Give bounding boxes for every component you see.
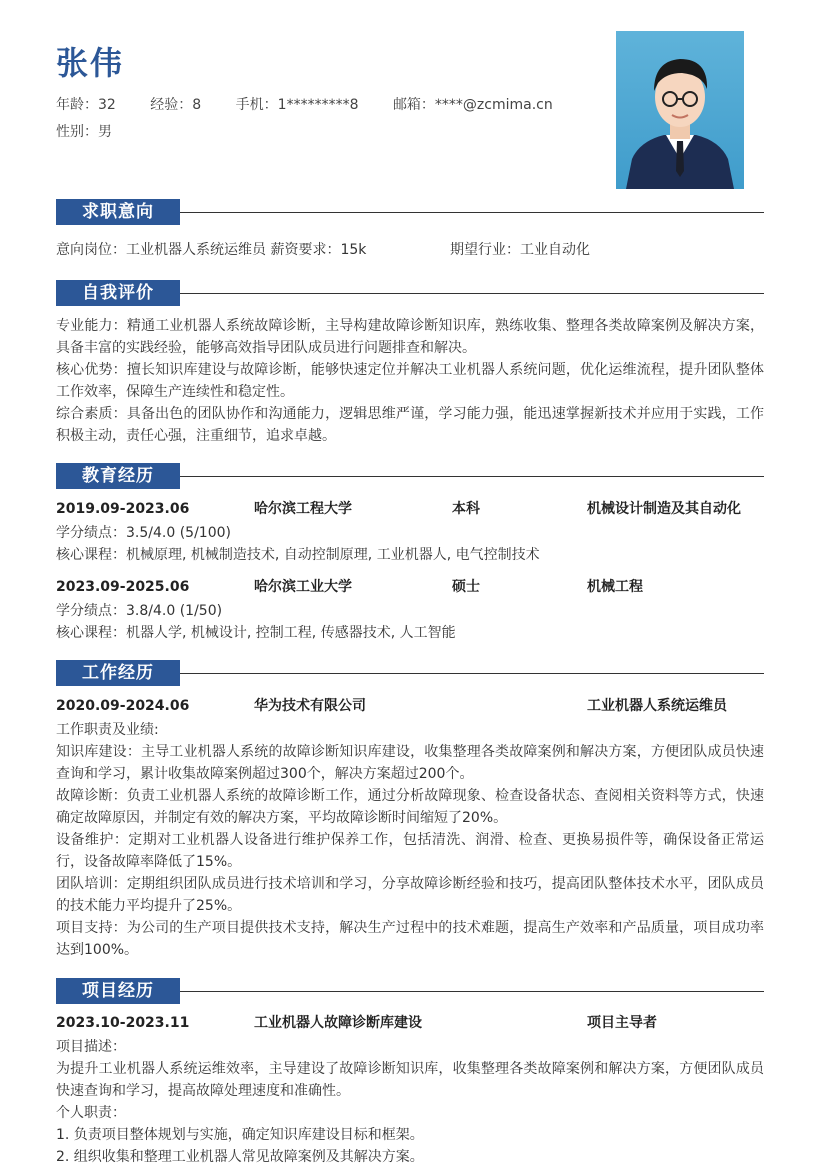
education-period: 2023.09-2025.06 bbox=[56, 579, 190, 595]
work-line: 工作职责及业绩: bbox=[56, 722, 159, 738]
section-intent bbox=[56, 199, 764, 225]
section-title: 教育经历 bbox=[56, 463, 180, 489]
project-role: 项目主导者 bbox=[587, 1015, 657, 1031]
education-row bbox=[56, 498, 764, 520]
education-details bbox=[56, 600, 764, 644]
phone-field: 手机：1*********8 bbox=[235, 97, 359, 113]
gender-field: 性别：男 bbox=[56, 124, 112, 140]
section-project bbox=[56, 978, 764, 1004]
work-line: 知识库建设：主导工业机器人系统的故障诊断知识库建设，收集整理各类故障案例和解决方案，方便团队成员快速查询和学习，累计收集故障案例超过300个，解决方案超过200个。 bbox=[56, 744, 764, 782]
personal-info-row-2 bbox=[56, 121, 142, 141]
section-self-evaluation bbox=[56, 280, 764, 306]
work-company: 华为技术有限公司 bbox=[254, 698, 366, 714]
section-work bbox=[56, 660, 764, 686]
project-period: 2023.10-2023.11 bbox=[56, 1015, 190, 1031]
project-line: 1. 负责项目整体规划与实施，确定知识库建设目标和框架。 bbox=[56, 1127, 424, 1143]
section-title: 工作经历 bbox=[56, 660, 180, 686]
project-name: 工业机器人故障诊断库建设 bbox=[254, 1015, 422, 1031]
work-line: 团队培训：定期组织团队成员进行技术培训和学习，分享故障诊断经验和技巧，提高团队整体技术水平，团队成员的技术能力平均提升了25%。 bbox=[56, 876, 764, 914]
section-divider bbox=[180, 476, 764, 477]
education-row bbox=[56, 576, 764, 598]
section-title: 项目经历 bbox=[56, 978, 180, 1004]
education-details bbox=[56, 522, 764, 566]
project-details bbox=[56, 1036, 764, 1168]
education-period: 2019.09-2023.06 bbox=[56, 501, 190, 517]
section-divider bbox=[180, 212, 764, 213]
candidate-name: 张伟 bbox=[56, 44, 125, 82]
intent-block bbox=[56, 239, 764, 261]
section-divider bbox=[180, 293, 764, 294]
education-school: 哈尔滨工业大学 bbox=[254, 579, 352, 595]
work-details bbox=[56, 719, 764, 961]
work-title: 工业机器人系统运维员 bbox=[587, 698, 727, 714]
project-line: 2. 组织收集和整理工业机器人常见故障案例及其解决方案。 bbox=[56, 1149, 424, 1165]
education-major: 机械工程 bbox=[587, 579, 643, 595]
age-field: 年龄：32 bbox=[56, 97, 116, 113]
project-line: 个人职责： bbox=[56, 1105, 126, 1121]
education-degree: 本科 bbox=[452, 501, 480, 517]
project-line: 项目描述： bbox=[56, 1039, 126, 1055]
personal-info-row bbox=[56, 94, 583, 114]
intent-industry: 期望行业：工业自动化 bbox=[450, 242, 590, 258]
profile-photo bbox=[616, 31, 744, 189]
section-title: 自我评价 bbox=[56, 280, 180, 306]
education-courses: 核心课程：机械原理, 机械制造技术, 自动控制原理, 工业机器人, 电气控制技术 bbox=[56, 547, 540, 563]
self-eval-paragraph: 综合素质：具备出色的团队协作和沟通能力，逻辑思维严谨，学习能力强，能迅速掌握新技术并应用于实践，工作积极主动，责任心强，注重细节，追求卓越。 bbox=[56, 406, 764, 444]
work-line: 项目支持：为公司的生产项目提供技术支持，解决生产过程中的技术难题，提高生产效率和产品质量，项目成功率达到100%。 bbox=[56, 920, 764, 958]
work-line: 故障诊断：负责工业机器人系统的故障诊断工作，通过分析故障现象、检查设备状态、查阅相关资料等方式，快速确定故障原因，并制定有效的解决方案，平均故障诊断时间缩短了20%。 bbox=[56, 788, 764, 826]
work-line: 设备维护：定期对工业机器人设备进行维护保养工作，包括清洗、润滑、检查、更换易损件等，确保设备正常运行，设备故障率降低了15%。 bbox=[56, 832, 764, 870]
intent-position-salary: 意向岗位：工业机器人系统运维员 薪资要求：15k bbox=[56, 242, 367, 258]
project-line: 为提升工业机器人系统运维效率，主导建设了故障诊断知识库，收集整理各类故障案例和解决方案，方便团队成员快速查询和学习，提高故障处理速度和准确性。 bbox=[56, 1061, 764, 1099]
education-gpa: 学分绩点：3.5/4.0 (5/100) bbox=[56, 525, 231, 541]
section-divider bbox=[180, 991, 764, 992]
section-title: 求职意向 bbox=[56, 199, 180, 225]
email-field: 邮箱：****@zcmima.cn bbox=[392, 97, 553, 113]
education-gpa: 学分绩点：3.8/4.0 (1/50) bbox=[56, 603, 223, 619]
work-period: 2020.09-2024.06 bbox=[56, 698, 190, 714]
section-education bbox=[56, 463, 764, 489]
project-row bbox=[56, 1012, 764, 1034]
experience-field: 经验：8 bbox=[150, 97, 202, 113]
self-evaluation-block bbox=[56, 315, 764, 447]
education-degree: 硕士 bbox=[452, 579, 480, 595]
self-eval-paragraph: 专业能力：精通工业机器人系统故障诊断，主导构建故障诊断知识库，熟练收集、整理各类故障案例及解决方案，具备丰富的实践经验，能够高效指导团队成员进行问题排查和解决。 bbox=[56, 318, 764, 356]
education-school: 哈尔滨工程大学 bbox=[254, 501, 352, 517]
education-courses: 核心课程：机器人学, 机械设计, 控制工程, 传感器技术, 人工智能 bbox=[56, 625, 456, 641]
work-row bbox=[56, 695, 764, 717]
education-major: 机械设计制造及其自动化 bbox=[587, 501, 741, 517]
self-eval-paragraph: 核心优势：擅长知识库建设与故障诊断，能够快速定位并解决工业机器人系统问题，优化运维流程，提升团队整体工作效率，保障生产连续性和稳定性。 bbox=[56, 362, 764, 400]
section-divider bbox=[180, 673, 764, 674]
